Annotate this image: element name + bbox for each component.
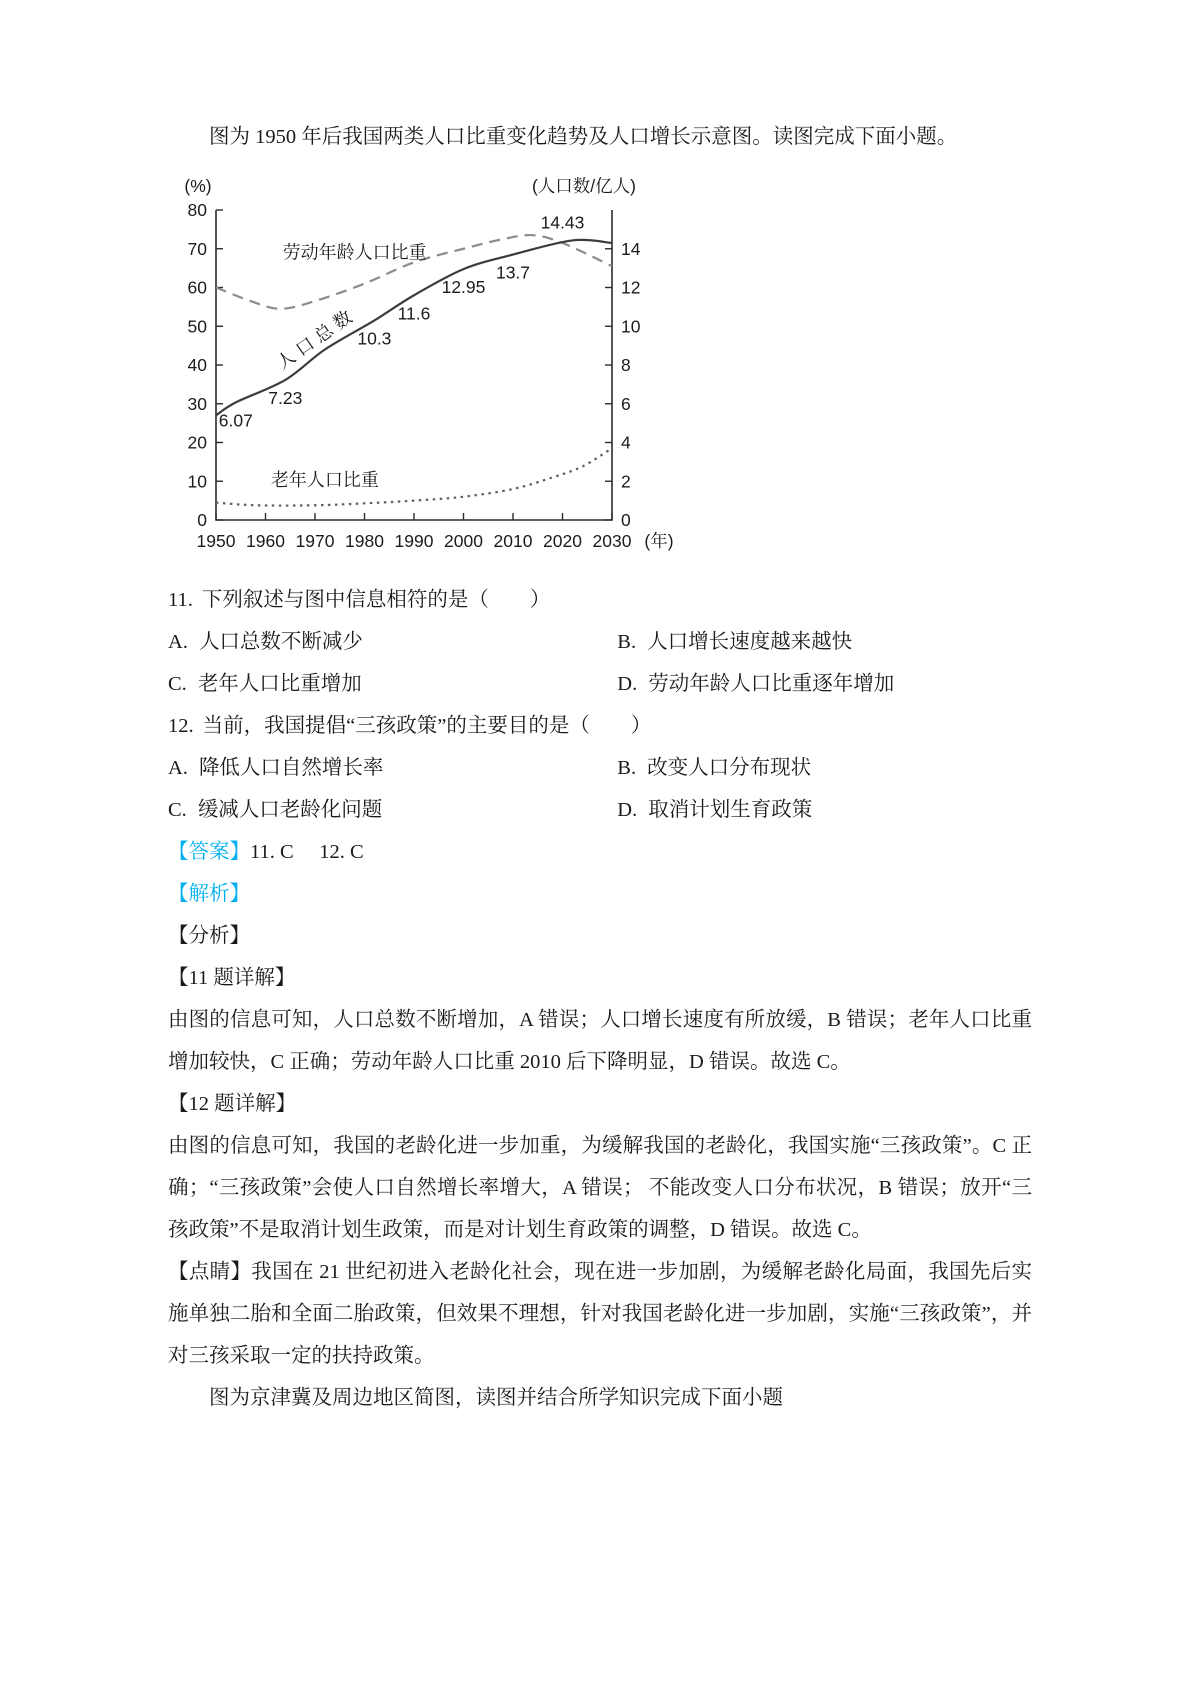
analysis-tag: 【解析】 [168,883,250,906]
svg-text:11.6: 11.6 [397,303,431,324]
detail-11-tag-line [168,957,1032,999]
option-label: C. [168,673,187,696]
option-label: A. [168,631,188,654]
svg-text:50: 50 [187,316,207,337]
svg-text:10.3: 10.3 [357,328,392,349]
svg-text:12.95: 12.95 [441,277,486,298]
question-11-options [168,621,1032,705]
dianjing-text: 我国在 21 世纪初进入老龄化社会，现在进一步加剧，为缓解老龄化局面，我国先后实施单独二胎和全面二胎政策，但效果不理想，针对我国老龄化进一步加剧，实施“三孩政策”，并对三孩采取一定的扶持政策。 [168,1261,1033,1368]
svg-text:2: 2 [621,471,631,492]
svg-text:7.23: 7.23 [268,387,303,408]
svg-text:4: 4 [621,432,631,453]
option-text: 降低人口自然增长率 [198,757,384,780]
fenxi-tag-line [168,915,1032,957]
svg-text:14.43: 14.43 [540,212,585,233]
svg-text:6.07: 6.07 [218,410,253,431]
svg-text:1950: 1950 [196,531,236,552]
option-label: A. [168,757,188,780]
option-label: C. [168,799,187,822]
svg-text:20: 20 [187,432,207,453]
question-12-options [168,747,1032,831]
figure-caption: 图为 1950 年后我国两类人口比重变化趋势及人口增长示意图。读图完成下面小题。 [209,126,958,148]
question-12-stem [168,705,1032,747]
question-11-text: 下列叙述与图中信息相符的是（ ） [201,589,551,612]
svg-text:70: 70 [187,238,207,259]
question-12-option-b [617,747,1032,789]
svg-text:1970: 1970 [295,531,335,552]
population-chart [154,164,1032,569]
option-label: B. [617,757,637,780]
detail-12-tag: 【12 题详解】 [168,1093,297,1116]
svg-text:(人口数/亿人): (人口数/亿人) [531,176,637,197]
question-12-option-a [168,747,617,789]
svg-text:2010: 2010 [493,531,533,552]
svg-text:(%): (%) [184,176,212,197]
option-label: D. [617,673,638,696]
svg-text:10: 10 [187,471,207,492]
svg-text:40: 40 [187,355,207,376]
question-11-option-a [168,621,617,663]
population-chart-svg [154,164,694,564]
svg-text:8: 8 [621,355,631,376]
next-figure-caption: 图为京津冀及周边地区简图，读图并结合所学知识完成下面小题 [209,1387,783,1410]
option-label: B. [617,631,637,654]
option-text: 人口增长速度越来越快 [647,631,853,654]
question-11-option-b [617,621,1032,663]
dianjing-paragraph [168,1251,1032,1377]
dianjing-tag: 【点睛】 [168,1261,252,1284]
svg-text:13.7: 13.7 [495,262,531,283]
option-text: 改变人口分布现状 [647,757,812,780]
svg-text:10: 10 [621,316,641,337]
svg-text:60: 60 [187,277,207,298]
question-12-text: 当前，我国提倡“三孩政策”的主要目的是（ ） [202,715,652,738]
svg-text:12: 12 [621,277,641,298]
detail-11-paragraph: 由图的信息可知，人口总数不断增加，A 错误；人口增长速度有所放缓，B 错误；老年人口比重增加较快，C 正确；劳动年龄人口比重 2010 后下降明显，D 错误。故选 C。 [168,1009,1032,1074]
option-text: 劳动年龄人口比重逐年增加 [648,673,895,696]
answer-tag: 【答案】 [168,841,250,864]
svg-text:(年): (年) [644,531,674,552]
svg-text:14: 14 [621,238,641,259]
svg-text:1960: 1960 [246,531,285,552]
svg-text:6: 6 [621,393,631,414]
question-11-stem [168,579,1032,621]
answer-values: 11. C 12. C [250,841,364,864]
svg-text:劳动年龄人口比重: 劳动年龄人口比重 [282,242,427,263]
option-text: 取消计划生育政策 [648,799,813,822]
svg-text:30: 30 [187,393,207,414]
svg-text:人口总数: 人口总数 [273,304,360,374]
question-12-option-c [168,789,617,831]
svg-text:1980: 1980 [345,531,384,552]
option-label: D. [617,799,638,822]
detail-12-tag-line [168,1083,1032,1125]
svg-text:2030: 2030 [592,531,632,552]
svg-text:80: 80 [187,200,207,221]
question-11-option-c [168,663,617,705]
fenxi-tag: 【分析】 [168,925,250,948]
question-12-option-d [617,789,1032,831]
question-11-number: 11. [168,589,193,612]
svg-text:1990: 1990 [394,531,434,552]
detail-11-tag: 【11 题详解】 [168,967,296,990]
svg-text:0: 0 [621,510,631,531]
answer-line [168,831,1032,873]
svg-text:老年人口比重: 老年人口比重 [270,469,379,490]
svg-text:2020: 2020 [543,531,582,552]
svg-text:0: 0 [197,510,207,531]
question-12-number: 12. [168,715,194,738]
option-text: 缓减人口老龄化问题 [197,799,383,822]
analysis-tag-line [168,873,1032,915]
question-11-option-d [617,663,1032,705]
detail-12-paragraph: 由图的信息可知，我国的老龄化进一步加重，为缓解我国的老龄化，我国实施“三孩政策”。C 正确；“三孩政策”会使人口自然增长率增大，A 错误； 不能改变人口分布状况，B 错误；放开“三孩政策”不是取消计划生政策，而是对计划生育政策的调整，D 错误。故选 C。 [168,1135,1032,1242]
option-text: 老年人口比重增加 [197,673,362,696]
svg-text:2000: 2000 [444,531,483,552]
option-text: 人口总数不断减少 [198,631,363,654]
